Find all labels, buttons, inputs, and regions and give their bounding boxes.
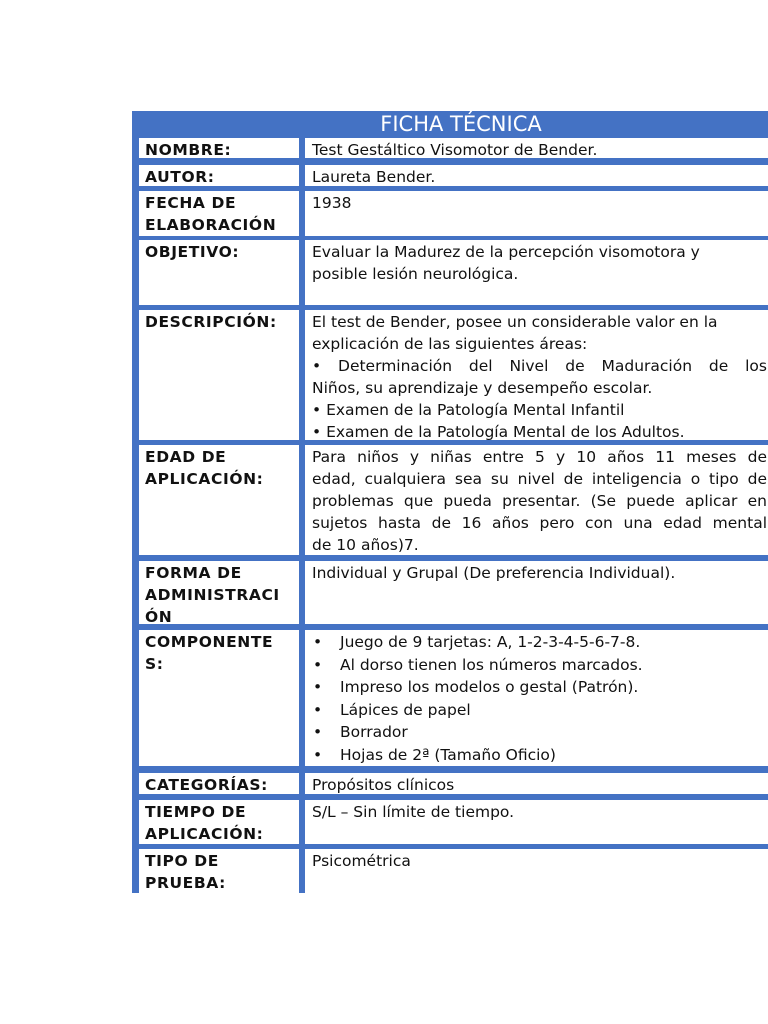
label-fecha-line: FECHA DE: [145, 194, 237, 212]
label-forma-line: FORMA DE: [145, 564, 242, 582]
value-descripcion-line: • Examen de la Patología Mental Infantil: [312, 401, 625, 419]
value-descripcion-line: • Determinación del Nivel de Maduración de los: [312, 357, 767, 375]
value-edad-line: problemas que pueda presentar. (Se puede aplicar en: [312, 492, 767, 510]
value-objetivo-line: posible lesión neurológica.: [312, 265, 519, 283]
list-item: • Hojas de 2ª (Tamaño Oficio): [312, 744, 768, 766]
value-edad-line: edad, cualquiera sea su nivel de inteligencia o tipo de: [312, 470, 767, 488]
value-tipo-text: Psicométrica: [312, 852, 411, 870]
label-tiempo-line: APLICACIÓN:: [145, 825, 264, 843]
label-tipo-line: PRUEBA:: [145, 874, 226, 892]
value-categorias-text: Propósitos clínicos: [312, 776, 455, 794]
label-forma-line: ÓN: [145, 608, 173, 624]
value-tipo: [305, 849, 768, 893]
label-categorias-text: CATEGORÍAS:: [145, 776, 268, 794]
label-descripcion-text: DESCRIPCIÓN:: [145, 313, 277, 331]
value-autor-text: Laureta Bender.: [312, 168, 436, 186]
value-tiempo: [305, 800, 768, 844]
label-objetivo-text: OBJETIVO:: [145, 243, 240, 261]
value-nombre-text: Test Gestáltico Visomotor de Bender.: [312, 141, 598, 158]
list-item: • Al dorso tienen los números marcados.: [312, 654, 768, 677]
label-objetivo: [139, 240, 299, 305]
value-objetivo: [305, 240, 768, 305]
value-fecha-text: 1938: [312, 194, 352, 212]
value-forma-text: Individual y Grupal (De preferencia Individual).: [312, 564, 676, 582]
label-componentes-line: COMPONENTE: [145, 633, 274, 651]
value-descripcion-line: • Examen de la Patología Mental de los Adultos.: [312, 423, 685, 440]
label-edad: [139, 445, 299, 555]
value-forma: [305, 561, 768, 624]
label-tipo: [139, 849, 299, 893]
value-edad: [305, 445, 768, 555]
technical-sheet-table: [132, 111, 768, 893]
value-categorias: [305, 773, 768, 794]
value-fecha: [305, 191, 768, 236]
label-tiempo: [139, 800, 299, 844]
label-forma-line: ADMINISTRACI: [145, 586, 280, 604]
value-edad-line: de 10 años)7.: [312, 536, 419, 554]
value-objetivo-line: Evaluar la Madurez de la percepción visomotora y: [312, 243, 700, 261]
value-descripcion-line: Niños, su aprendizaje y desempeño escolar.: [312, 379, 653, 397]
value-descripcion: [305, 310, 768, 440]
label-edad-line: APLICACIÓN:: [145, 470, 264, 488]
list-item: • Impreso los modelos o gestal (Patrón).: [312, 676, 768, 699]
value-descripcion-line: explicación de las siguientes áreas:: [312, 335, 588, 353]
value-tiempo-text: S/L – Sin límite de tiempo.: [312, 803, 515, 821]
label-fecha-line: ELABORACIÓN: [145, 216, 277, 234]
label-categorias: [139, 773, 299, 794]
label-componentes-line: S:: [145, 655, 164, 673]
label-fecha: [139, 191, 299, 236]
list-item: • Borrador: [312, 721, 768, 744]
label-componentes: [139, 630, 299, 766]
label-autor-text: AUTOR:: [145, 168, 215, 186]
sheet-title: FICHA TÉCNICA: [380, 112, 542, 136]
label-nombre: [139, 138, 299, 158]
label-nombre-text: NOMBRE:: [145, 141, 232, 158]
label-edad-line: EDAD DE: [145, 448, 227, 466]
value-edad-line: Para niños y niñas entre 5 y 10 años 11 meses de: [312, 448, 767, 466]
value-autor: [305, 165, 768, 186]
componentes-list: [312, 631, 768, 766]
list-item: • Lápices de papel: [312, 699, 768, 722]
label-tiempo-line: TIEMPO DE: [145, 803, 247, 821]
label-descripcion: [139, 310, 299, 440]
label-forma: [139, 561, 299, 624]
label-autor: [139, 165, 299, 186]
label-tipo-line: TIPO DE: [145, 852, 219, 870]
value-descripcion-line: El test de Bender, posee un considerable valor en la: [312, 313, 718, 331]
value-nombre: [305, 138, 768, 158]
value-edad-line: sujetos hasta de 16 años pero con una edad mental: [312, 514, 767, 532]
list-item: • Juego de 9 tarjetas: A, 1-2-3-4-5-6-7-8.: [312, 631, 768, 654]
value-componentes: [305, 630, 768, 766]
